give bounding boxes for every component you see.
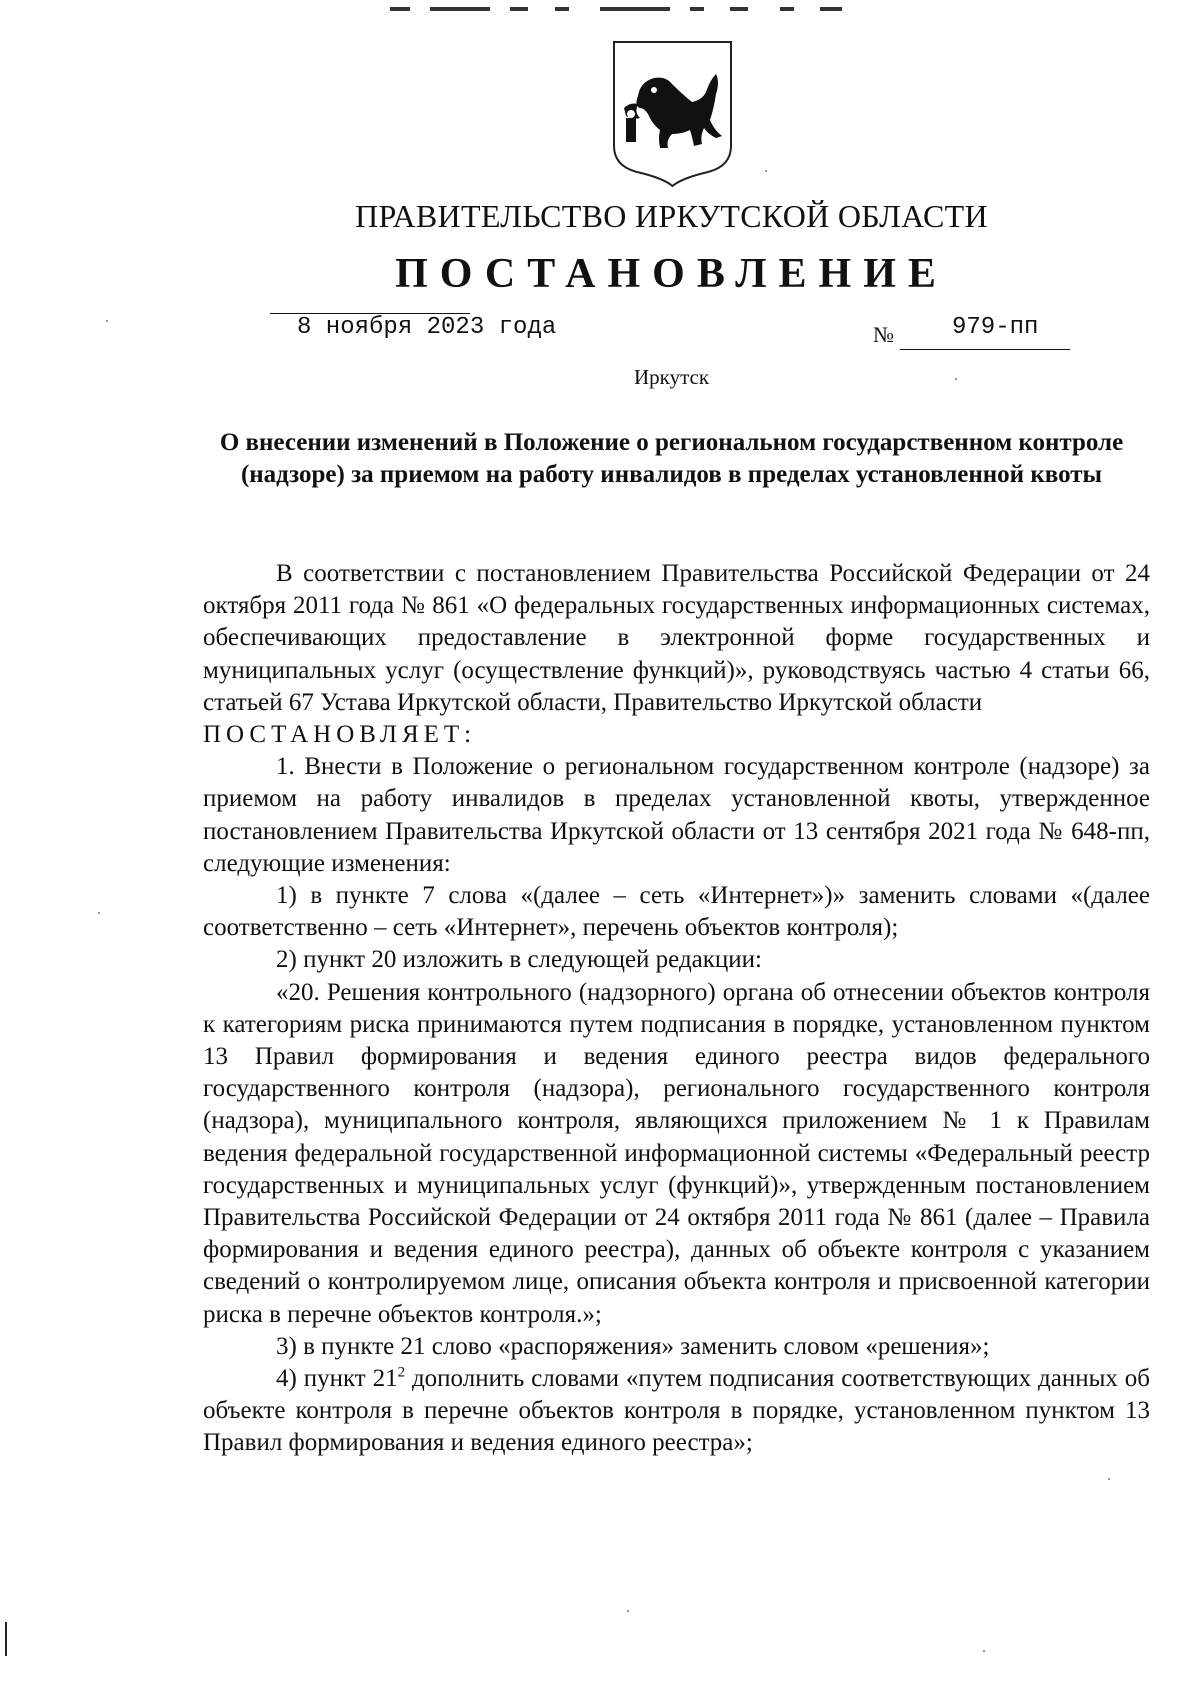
irkutsk-coat-of-arms-icon: [610, 38, 735, 188]
scan-speck: [765, 170, 767, 172]
document-type-title: ПОСТАНОВЛЕНИЕ: [395, 251, 948, 297]
scan-speck: [955, 378, 957, 380]
decree-date: 8 ноября 2023 года: [297, 314, 557, 341]
document-body: [203, 558, 1150, 1460]
preamble-paragraph: В соответствии с постановлением Правительства Российской Федерации от 24 октября 2011 года № 861 «О федеральных государственных информационных системах, обеспечивающих предоставление в электронной форме государственных и муниципальных услуг (осуществление функций)», руководствуясь частью 4 статьи 66, статьей 67 Устава Иркутской области, Правительство Иркутской области: [203, 560, 1150, 716]
point-20-text-paragraph: «20. Решения контрольного (надзорного) органа об отнесении объектов контроля к категориям риска принимаются путем подписания в порядке, установленном пунктом 13 Правил формирования и ведения единого реестра видов федерального государственного контроля (надзора), регионального государственного контроля (надзора), муниципального контроля, являющихся приложением № 1 к Правилам ведения федеральной государственной информационной системы «Федеральный реестр государственных и муниципальных услуг (функций)», утвержденным постановлением Правительства Российской Федерации от 24 октября 2011 года № 861 (далее – Правила формирования и ведения единого реестра), данных об объекте контроля с указанием сведений о контролируемом лице, описания объекта контроля и присвоенной категории риска в перечне объектов контроля.»;: [203, 978, 1150, 1328]
scan-edge-marks: [390, 0, 870, 6]
document-heading: О внесении изменений в Положение о региональном государственном контроле (надзоре) за приемом на работу инвалидов в пределах установленной квоты: [219, 429, 1124, 488]
amendment-4-start: 4) пункт 21: [276, 1365, 398, 1393]
scan-speck: [1108, 1478, 1110, 1480]
government-name: ПРАВИТЕЛЬСТВО ИРКУТСКОЙ ОБЛАСТИ: [355, 198, 988, 234]
scan-speck: [106, 320, 108, 322]
clause-1-paragraph: 1. Внести в Положение о региональном государственном контроле (надзоре) за приемом на работу инвалидов в пределах установленной квоты, утвержденное постановлением Правительства Иркутской области от 13 сентября 2021 года № 648-пп, следующие изменения:: [203, 753, 1150, 877]
amendment-4-paragraph: [203, 1363, 1150, 1460]
scan-speck: [98, 912, 100, 914]
amendment-2-paragraph: 2) пункт 20 изложить в следующей редакции:: [276, 946, 762, 974]
decree-number: 979-пп: [952, 314, 1039, 341]
number-sign: №: [873, 322, 894, 347]
resolves-keyword: ПОСТАНОВЛЯЕТ:: [203, 721, 477, 749]
scan-speck: [627, 1610, 629, 1612]
amendment-3-paragraph: 3) в пункте 21 слово «распоряжения» заменить словом «решения»;: [276, 1332, 990, 1360]
scan-speck: [983, 1650, 985, 1652]
amendment-1-paragraph: 1) в пункте 7 слова «(далее – сеть «Интернет»)» заменить словами «(далее соответственно – сеть «Интернет», перечень объектов контроля);: [203, 882, 1150, 942]
amendment-4-rest: дополнить словами «путем подписания соответствующих данных об объекте контроля в перечне объектов контроля в порядке, установленном пунктом 13 Правил формирования и ведения единого реестра»;: [203, 1365, 1151, 1457]
city-name: Иркутск: [634, 365, 710, 389]
number-underline: [900, 349, 1070, 350]
amendment-4-superscript: 2: [397, 1364, 406, 1381]
scan-margin-mark: [5, 1622, 7, 1656]
